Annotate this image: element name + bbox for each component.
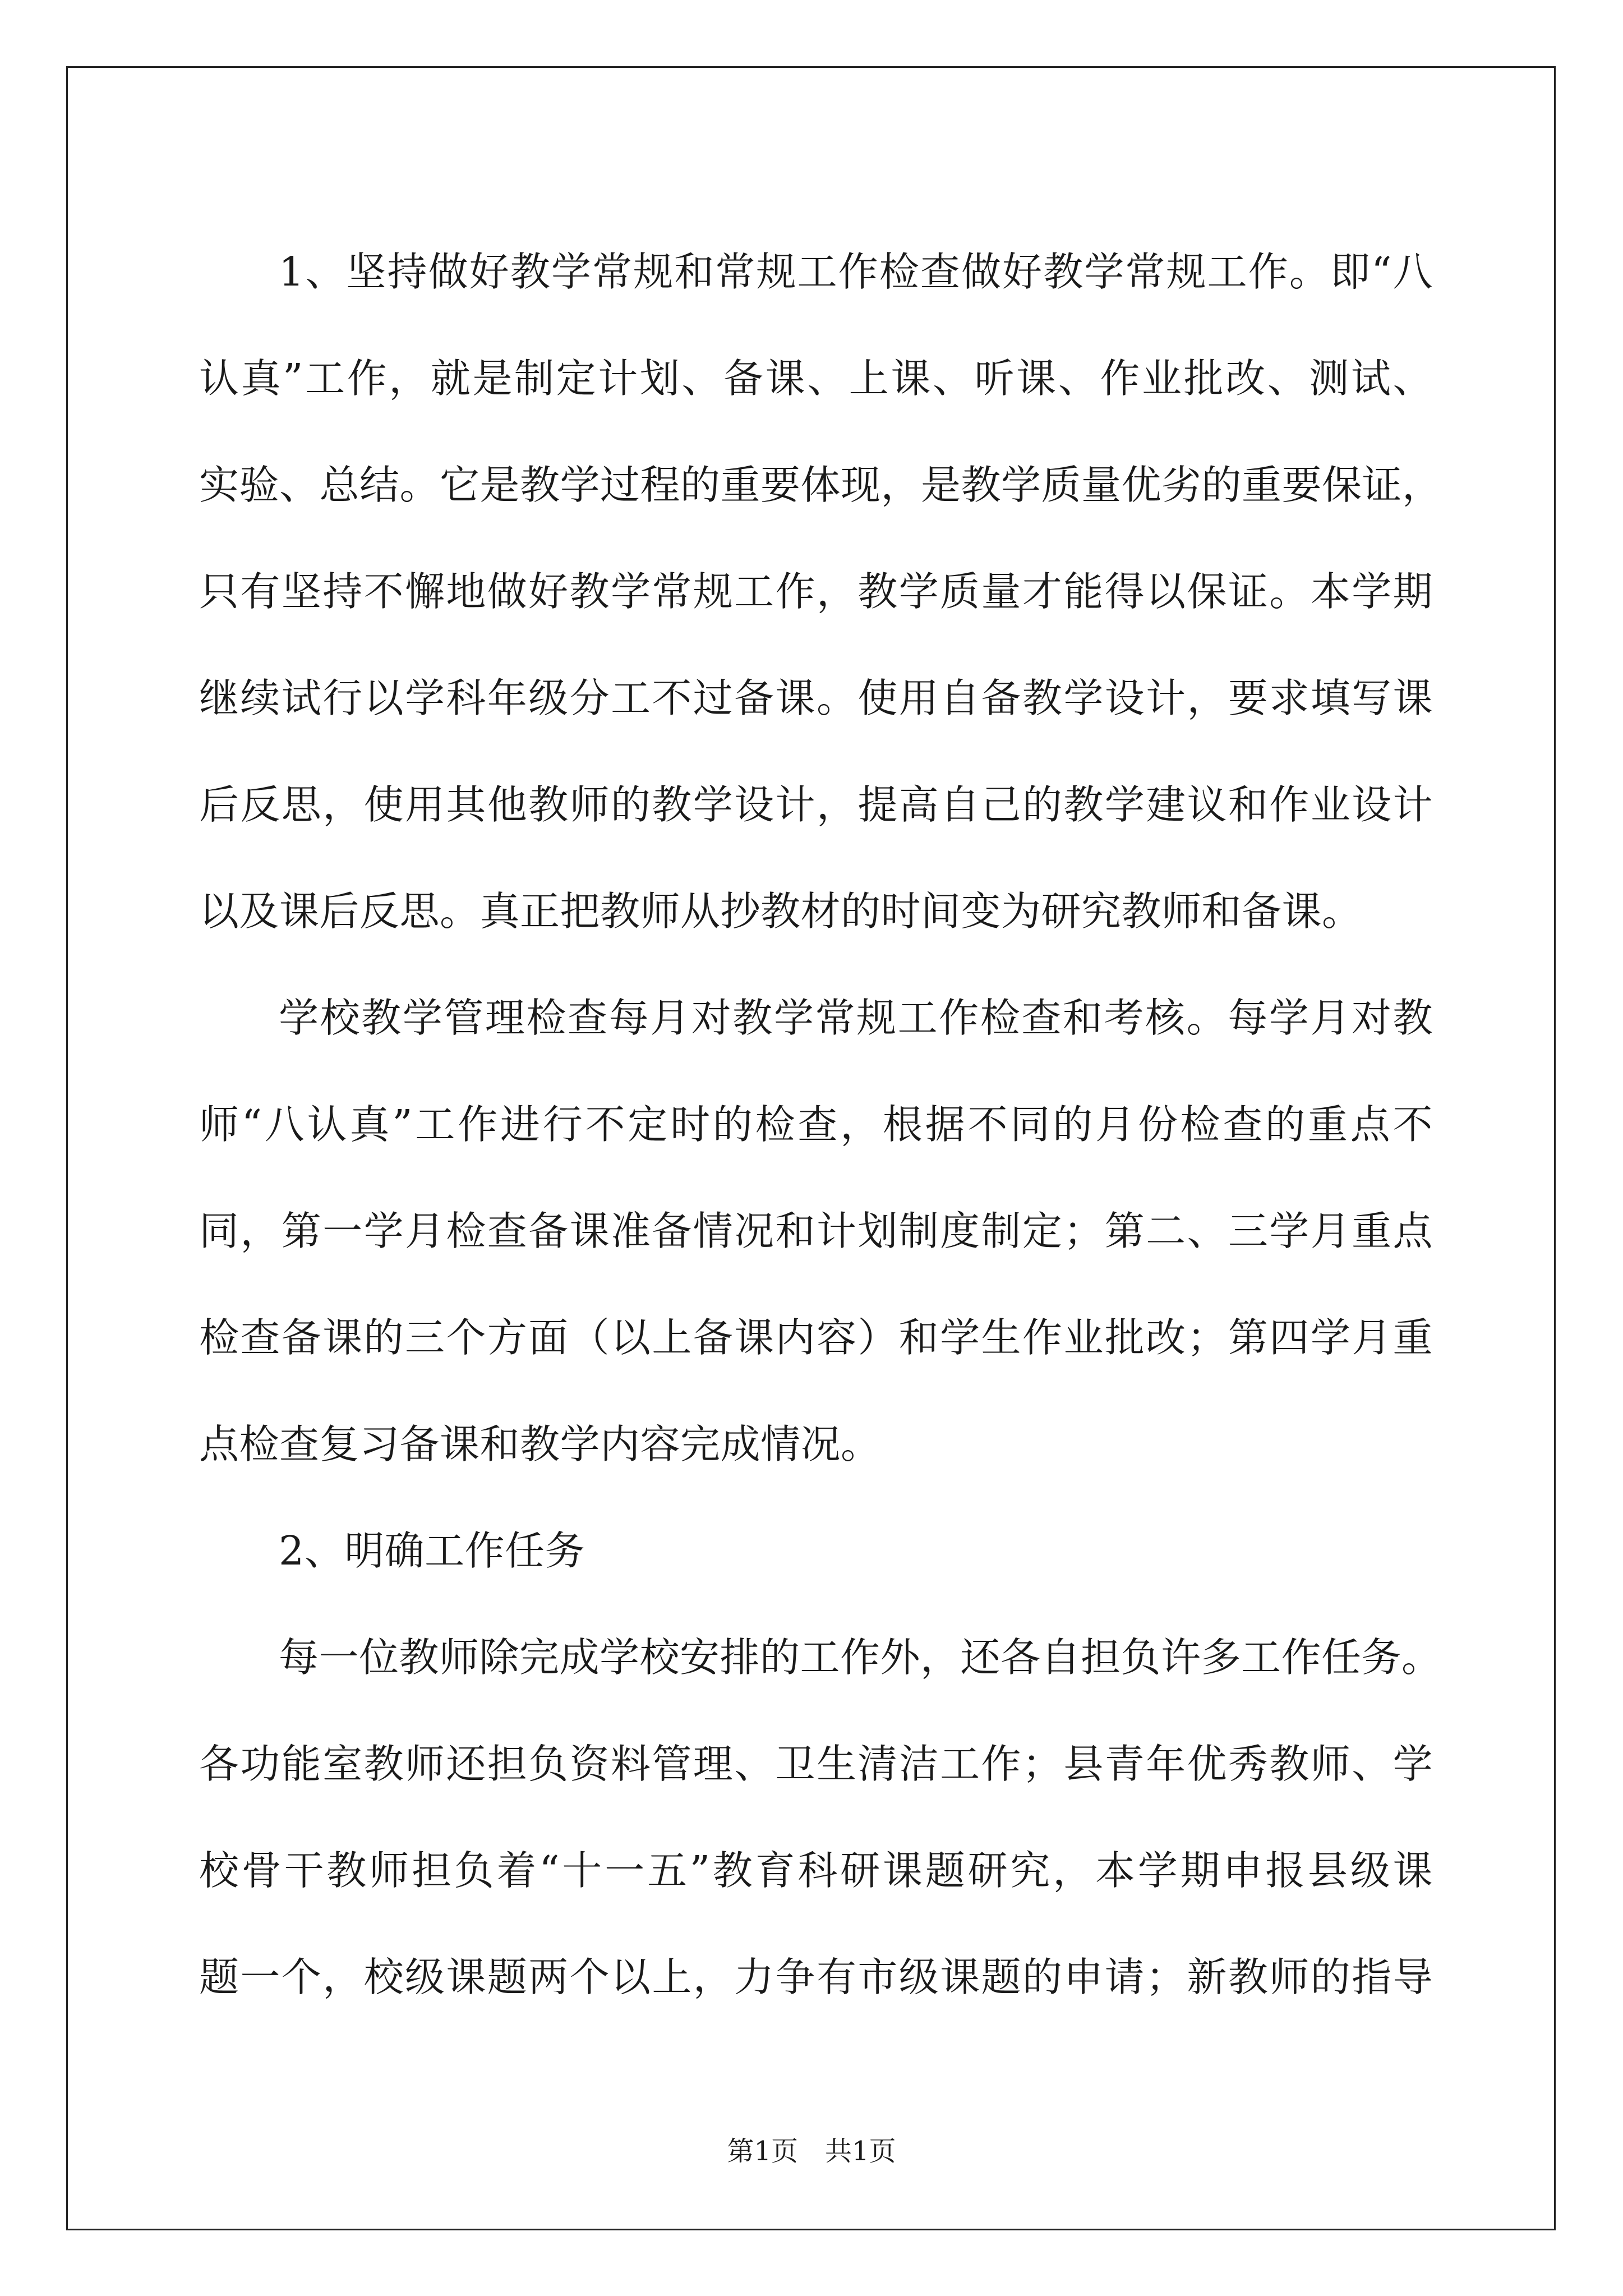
paragraph-2-line-1: 学校教学管理检查每月对教学常规工作检查和考核。每学月对教 [279,995,1433,1041]
document-body [199,219,1442,2031]
paragraph-1-line-3: 实验、总结。它是教学过程的重要体现，是教学质量优劣的重要保证， [199,462,1442,508]
paragraph-2-line-4: 检查备课的三个方面（以上备课内容）和学生作业批改；第四学月重 [199,1314,1433,1361]
paragraph-2-line-5: 点检查复习备课和教学内容完成情况。 [199,1421,881,1467]
paragraph-4-line-3: 校骨干教师担负着“十一五”教育科研课题研究，本学期申报县级课 [199,1847,1433,1894]
paragraph-2-line-3: 同，第一学月检查备课准备情况和计划制度制定；第二、三学月重点 [199,1208,1433,1254]
paragraph-1-line-5: 继续试行以学科年级分工不过备课。使用自备教学设计，要求填写课 [199,675,1433,721]
paragraph-1-line-2: 认真”工作，就是制定计划、备课、上课、听课、作业批改、测试、 [199,355,1433,402]
paragraph-1-line-6: 后反思，使用其他教师的教学设计，提高自己的教学建议和作业设计 [199,781,1433,828]
paragraph-1-line-4: 只有坚持不懈地做好教学常规工作，教学质量才能得以保证。本学期 [199,568,1433,615]
paragraph-1-line-1: 1、坚持做好教学常规和常规工作检查做好教学常规工作。即“八 [279,249,1433,295]
paragraph-2-line-2: 师“八认真”工作进行不定时的检查，根据不同的月份检查的重点不 [199,1101,1433,1148]
paragraph-4-line-1: 每一位教师除完成学校安排的工作外，还各自担负许多工作任务。 [279,1634,1442,1681]
page-number-footer: 第1页 共1页 [727,2136,896,2167]
paragraph-4-line-2: 各功能室教师还担负资料管理、卫生清洁工作；县青年优秀教师、学 [199,1741,1433,1787]
paragraph-1-line-7: 以及课后反思。真正把教师从抄教材的时间变为研究教师和备课。 [199,888,1362,935]
paragraph-4-line-4: 题一个，校级课题两个以上，力争有市级课题的申请；新教师的指导 [199,1954,1433,2000]
section-heading-2: 2、明确工作任务 [279,1527,585,1574]
